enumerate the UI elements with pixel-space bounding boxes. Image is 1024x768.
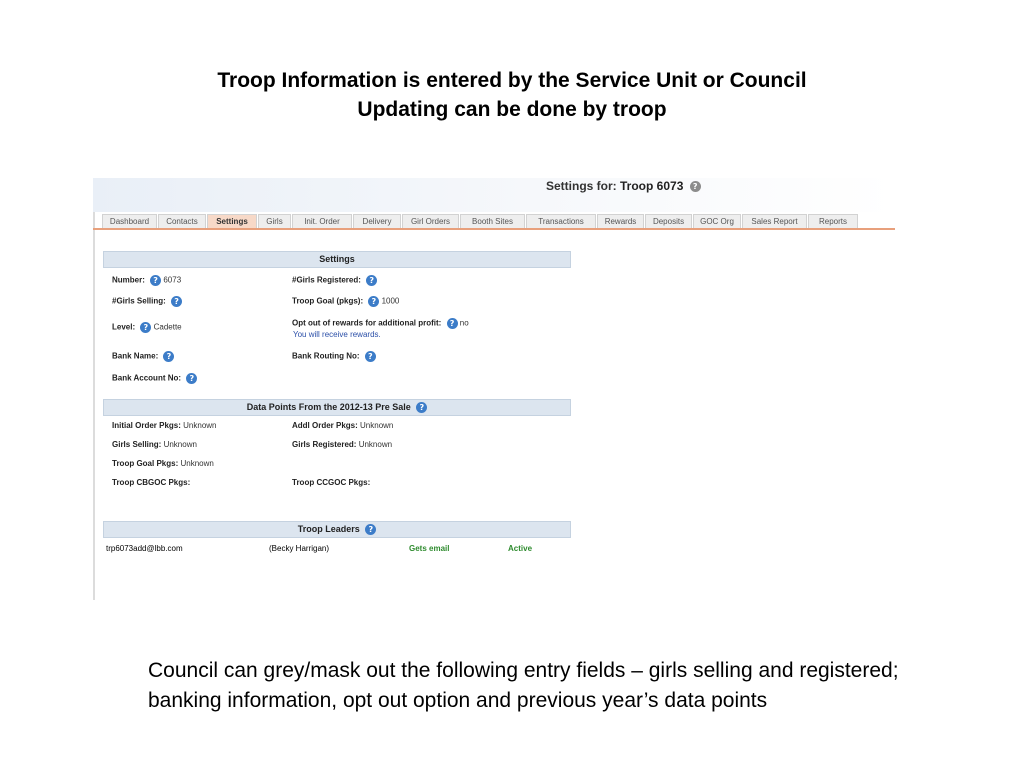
tab-goc-org[interactable]: GOC Org xyxy=(693,214,741,228)
tab-transactions[interactable]: Transactions xyxy=(526,214,596,228)
bank-name-label: Bank Name: xyxy=(112,351,159,361)
troop-goal-label: Troop Goal (pkgs): xyxy=(292,296,364,306)
ccgoc-row xyxy=(292,478,370,487)
girls-selling-row xyxy=(112,296,182,307)
help-icon[interactable]: ? xyxy=(447,318,458,329)
app-header-bar xyxy=(93,178,895,212)
bank-name-row xyxy=(112,351,174,362)
level-label: Level: xyxy=(112,322,136,332)
bank-routing-row xyxy=(292,351,376,362)
tab-girls[interactable]: Girls xyxy=(258,214,291,228)
cbgoc-row xyxy=(112,478,190,487)
tab-settings[interactable]: Settings xyxy=(207,214,257,228)
help-icon[interactable]: ? xyxy=(171,296,182,307)
data-points-title: Data Points From the 2012-13 Pre Sale xyxy=(246,402,411,412)
slide-title-line-2: Updating can be done by troop xyxy=(357,98,667,121)
girls-registered-row xyxy=(292,275,377,286)
leader-email-status: Gets email xyxy=(409,544,450,553)
dp-girls-selling-value: Unknown xyxy=(163,440,197,449)
app-screenshot xyxy=(93,178,895,600)
level-row xyxy=(112,322,182,333)
troop-leaders-panel xyxy=(103,521,571,538)
dp-troop-goal-value: Unknown xyxy=(180,459,214,468)
addl-order-row xyxy=(292,421,393,430)
leader-name: (Becky Harrigan) xyxy=(269,544,330,553)
dp-girls-selling-row xyxy=(112,440,197,449)
help-icon[interactable]: ? xyxy=(368,296,379,307)
tab-delivery[interactable]: Delivery xyxy=(353,214,401,228)
data-points-heading xyxy=(103,399,571,416)
tab-bar xyxy=(102,214,859,229)
tab-reports[interactable]: Reports xyxy=(808,214,858,228)
number-label: Number: xyxy=(112,275,145,285)
bank-account-label: Bank Account No: xyxy=(112,373,182,383)
troop-name: Troop 6073 xyxy=(620,179,684,193)
tab-deposits[interactable]: Deposits xyxy=(645,214,692,228)
settings-for-label: Settings for: xyxy=(546,179,617,193)
help-icon[interactable]: ? xyxy=(140,322,151,333)
bank-routing-label: Bank Routing No: xyxy=(292,351,360,361)
help-icon[interactable]: ? xyxy=(186,373,197,384)
tab-init-order[interactable]: Init. Order xyxy=(292,214,352,228)
help-icon[interactable]: ? xyxy=(366,275,377,286)
slide-title xyxy=(0,66,1024,124)
slide-caption: Council can grey/mask out the following entry fields – girls selling and registered; banking information, opt out option and previous year’s data points xyxy=(148,659,899,712)
opt-out-row xyxy=(292,318,469,329)
opt-out-label: Opt out of rewards for additional profit: xyxy=(292,318,442,328)
leader-email[interactable]: trp6073add@lbb.com xyxy=(106,544,183,553)
ccgoc-label: Troop CCGOC Pkgs: xyxy=(292,478,371,487)
girls-selling-label: #Girls Selling: xyxy=(112,296,166,306)
opt-out-value: no xyxy=(459,318,469,328)
troop-goal-value: 1000 xyxy=(381,296,400,306)
help-icon[interactable]: ? xyxy=(163,351,174,362)
help-icon[interactable]: ? xyxy=(690,181,701,192)
settings-for-heading xyxy=(546,179,701,193)
dp-girls-registered-row xyxy=(292,440,392,449)
addl-order-value: Unknown xyxy=(360,421,394,430)
tab-girl-orders[interactable]: Girl Orders xyxy=(402,214,459,228)
troop-leaders-heading xyxy=(103,521,571,538)
initial-order-value: Unknown xyxy=(183,421,217,430)
tab-sales-report[interactable]: Sales Report xyxy=(742,214,807,228)
data-points-panel xyxy=(103,399,571,416)
tab-underline xyxy=(93,228,895,230)
dp-troop-goal-label: Troop Goal Pkgs: xyxy=(112,459,179,468)
number-value: 6073 xyxy=(163,275,182,285)
girls-registered-label: #Girls Registered: xyxy=(292,275,361,285)
settings-heading: Settings xyxy=(103,251,571,268)
dp-girls-selling-label: Girls Selling: xyxy=(112,440,162,449)
initial-order-row xyxy=(112,421,217,430)
dp-girls-registered-value: Unknown xyxy=(358,440,393,449)
tab-rewards[interactable]: Rewards xyxy=(597,214,644,228)
tab-booth-sites[interactable]: Booth Sites xyxy=(460,214,525,228)
help-icon[interactable]: ? xyxy=(365,524,376,535)
number-row xyxy=(112,275,181,286)
bank-account-row xyxy=(112,373,197,384)
help-icon[interactable]: ? xyxy=(416,402,427,413)
slide-title-line-1: Troop Information is entered by the Service Unit or Council xyxy=(217,69,807,92)
initial-order-label: Initial Order Pkgs: xyxy=(112,421,181,430)
troop-goal-row xyxy=(292,296,399,307)
help-icon[interactable]: ? xyxy=(365,351,376,362)
dp-troop-goal-row xyxy=(112,459,214,468)
tab-dashboard[interactable]: Dashboard xyxy=(102,214,157,228)
help-icon[interactable]: ? xyxy=(150,275,161,286)
tab-contacts[interactable]: Contacts xyxy=(158,214,206,228)
opt-out-note: You will receive rewards. xyxy=(293,330,381,339)
troop-leaders-title: Troop Leaders xyxy=(297,524,360,534)
level-value: Cadette xyxy=(153,322,182,332)
cbgoc-label: Troop CBGOC Pkgs: xyxy=(112,478,191,487)
addl-order-label: Addl Order Pkgs: xyxy=(292,421,358,430)
settings-panel xyxy=(103,251,571,268)
screenshot-edge xyxy=(93,178,95,600)
dp-girls-registered-label: Girls Registered: xyxy=(292,440,357,449)
leader-status: Active xyxy=(508,544,533,553)
